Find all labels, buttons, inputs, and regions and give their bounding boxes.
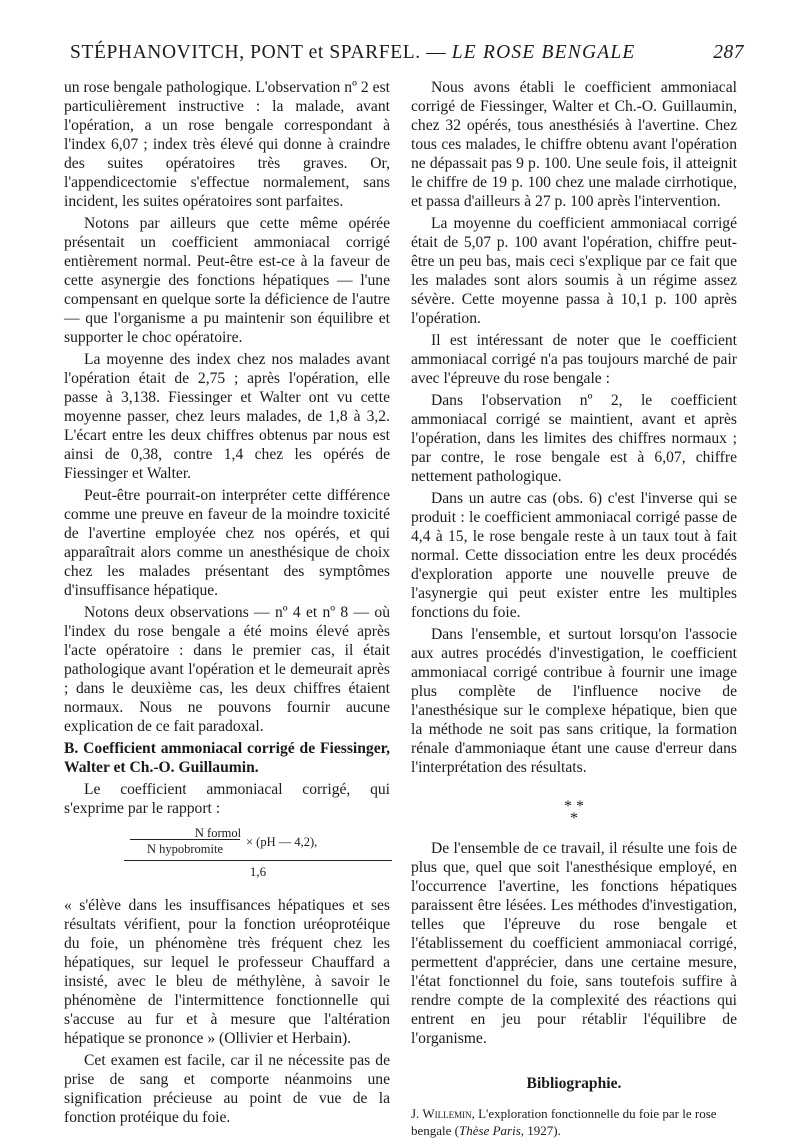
paragraph: Dans un autre cas (obs. 6) c'est l'inverse qui se produit : le coefficient ammoniacal corrigé passe de 4,4 à 15, le rose bengale reste à un taux tout à fait normal. Cette dissociation entre les deux procédés d'exploration apporte une nouvelle preuve de l'asynergie qui peut exister entre les multiples fonctions du foie. xyxy=(411,490,737,621)
header-title xyxy=(70,42,636,64)
fraction-bar xyxy=(124,860,392,861)
header-article-title: LE ROSE BENGALE xyxy=(451,42,636,63)
formula-divisor: 1,6 xyxy=(249,864,267,879)
formula xyxy=(64,824,390,886)
reference-source: Thèse Paris, xyxy=(459,1123,525,1138)
paragraph: De l'ensemble de ce travail, il résulte une fois de plus que, quel que soit l'anesthésique employé, en l'occurrence l'avertine, les fonctions hépatiques paraissent être lésées. Les méthodes d'investigation, telles que l'épreuve du rose bengale et l'établissement du coefficient ammoniacal corrigé, permettent d'apprécier, dans une certaine mesure, l'état fonctionnel du foie, sans toutefois suffire à rendre compte de la complexité des réactions qui entrent en jeu pour rétablir l'équilibre de l'organisme. xyxy=(411,840,737,1047)
bibliography-heading: Bibliographie. xyxy=(526,1075,622,1092)
paragraph: un rose bengale pathologique. L'observation nº 2 est particulièrement instructive : la malade, avant l'opération, a un rose bengale correspondant à l'index 6,07 ; index très élevé qui donne à craindre des suites opératoires très graves. Or, l'appendicectomie s'effectue normalement, sans incident, les suites opératoires sont parfaites. xyxy=(64,79,390,210)
reference-author: J. Willemin, xyxy=(411,1106,475,1121)
paragraph: La moyenne du coefficient ammoniacal corrigé était de 5,07 p. 100 avant l'opération, chiffre peut-être un peu bas, mais ceci s'explique par ce fait que les malades sont alors soumis à un régime assez sévère. Cette moyenne passa à 10,1 p. 100 après l'opération. xyxy=(411,215,737,327)
paragraph: « s'élève dans les insuffisances hépatiques et ses résultats vérifient, pour la fonction uréoprotéique du foie, un phénomène très fréquent chez les hépatiques, sur lequel le professeur Chauffard a insisté, avec le bleu de méthylène, à savoir le phénomène de l'intermittence fonctionnelle qui s'accuse au fur et à mesure que l'altération hépatique se prononce » (Ollivier et Herbain). xyxy=(64,897,390,1047)
formula-numerator: N formol xyxy=(194,826,242,840)
paragraph: Dans l'observation nº 2, le coefficient ammoniacal corrigé se maintient, avant et après l'opération, dans les limites des chiffres normaux ; par contre, le rose bengale est à 6,07, chiffre nettement pathologique. xyxy=(411,392,737,485)
paragraph: Notons deux observations — nº 4 et nº 8 — où l'index du rose bengale a été moins élevé après l'acte opératoire : dans le premier cas, il était pathologique avant l'opération et le demeurait après ; dans le deuxième cas, les deux chiffres étaient normaux. Nous ne pouvons fournir aucune explication de ce fait paradoxal. xyxy=(64,604,390,735)
reference-text: L'exploration fonctionnelle du foie par le rose bengale ( xyxy=(411,1106,717,1138)
paragraph: Peut-être pourrait-on interpréter cette différence comme une preuve en faveur de la moindre toxicité de l'avertine employée chez nos opérés, et qui apparaîtrait alors comme un anesthésique de choix chez les malades présentant des symptômes d'insuffisance hépatique. xyxy=(64,487,390,599)
header-dash: — xyxy=(420,42,452,63)
section-separator: * * * xyxy=(564,798,584,827)
paragraph: Le coefficient ammoniacal corrigé, qui s'exprime par le rapport : xyxy=(64,781,390,817)
paragraph: Dans l'ensemble, et surtout lorsqu'on l'associe aux autres procédés d'investigation, le coefficient ammoniacal corrigé contribue à fournir une image plus complète de l'influence nocive de l'anesthésique sur le complexe hépatique, bien que la méthode ne soit pas sans critique, la formation rénale d'ammoniaque étant une cause d'erreur dans l'interprétation des résultats. xyxy=(411,626,737,776)
paragraph: La moyenne des index chez nos malades avant l'opération était de 2,75 ; après l'opération, elle passe à 3,138. Fiessinger et Walter ont vu cette moyenne passer, chez leurs malades, de 1,8 à 3,2. L'écart entre les deux chiffres obtenus par nous est ainsi de 0,38, contre 1,4 chez les opérés de Fiessinger et Walter. xyxy=(64,351,390,482)
paragraph: Nous avons établi le coefficient ammoniacal corrigé de Fiessinger, Walter et Ch.-O. Guillaumin, chez 32 opérés, tous anesthésiés à l'avertine. Chez tous ces malades, le chiffre obtenu avant l'opération ne dépassait pas 9 p. 100. Une seule fois, il atteignit le chiffre de 19 p. 100 chez une malade cirrhotique, et passa d'ailleurs à 27 p. 100 après l'intervention. xyxy=(411,79,737,210)
paragraph: Notons par ailleurs que cette même opérée présentait un coefficient ammoniacal corrigé entièrement normal. Peut-être est-ce à la faveur de cette asynergie des fonctions hépatiques — l'une compensant en quelque sorte la déficience de l'autre — que l'organisme a pu maintenir son équilibre et supporter le choc opératoire. xyxy=(64,215,390,346)
paragraph: Cet examen est facile, car il ne nécessite pas de prise de sang et comporte néanmoins une signification précieuse au point de vue de la fonction protéique du foie. xyxy=(64,1052,390,1126)
left-column xyxy=(64,78,390,1130)
formula-denominator: N hypobromite xyxy=(146,842,224,856)
running-header xyxy=(70,40,744,70)
section-heading: B. Coefficient ammoniacal corrigé de Fiessinger, Walter et Ch.-O. Guillaumin. xyxy=(64,740,390,776)
reference-year: 1927). xyxy=(524,1123,561,1138)
paragraph: Il est intéressant de noter que le coefficient ammoniacal corrigé n'a pas toujours marché de pair avec l'épreuve du rose bengale : xyxy=(411,332,737,387)
formula-multiplier: × (pH — 4,2), xyxy=(246,835,318,849)
right-column xyxy=(411,78,737,1142)
header-authors: STÉPHANOVITCH, PONT et SPARFEL. xyxy=(70,42,421,63)
bibliography-entry xyxy=(411,1105,737,1139)
page-number: 287 xyxy=(713,42,744,63)
